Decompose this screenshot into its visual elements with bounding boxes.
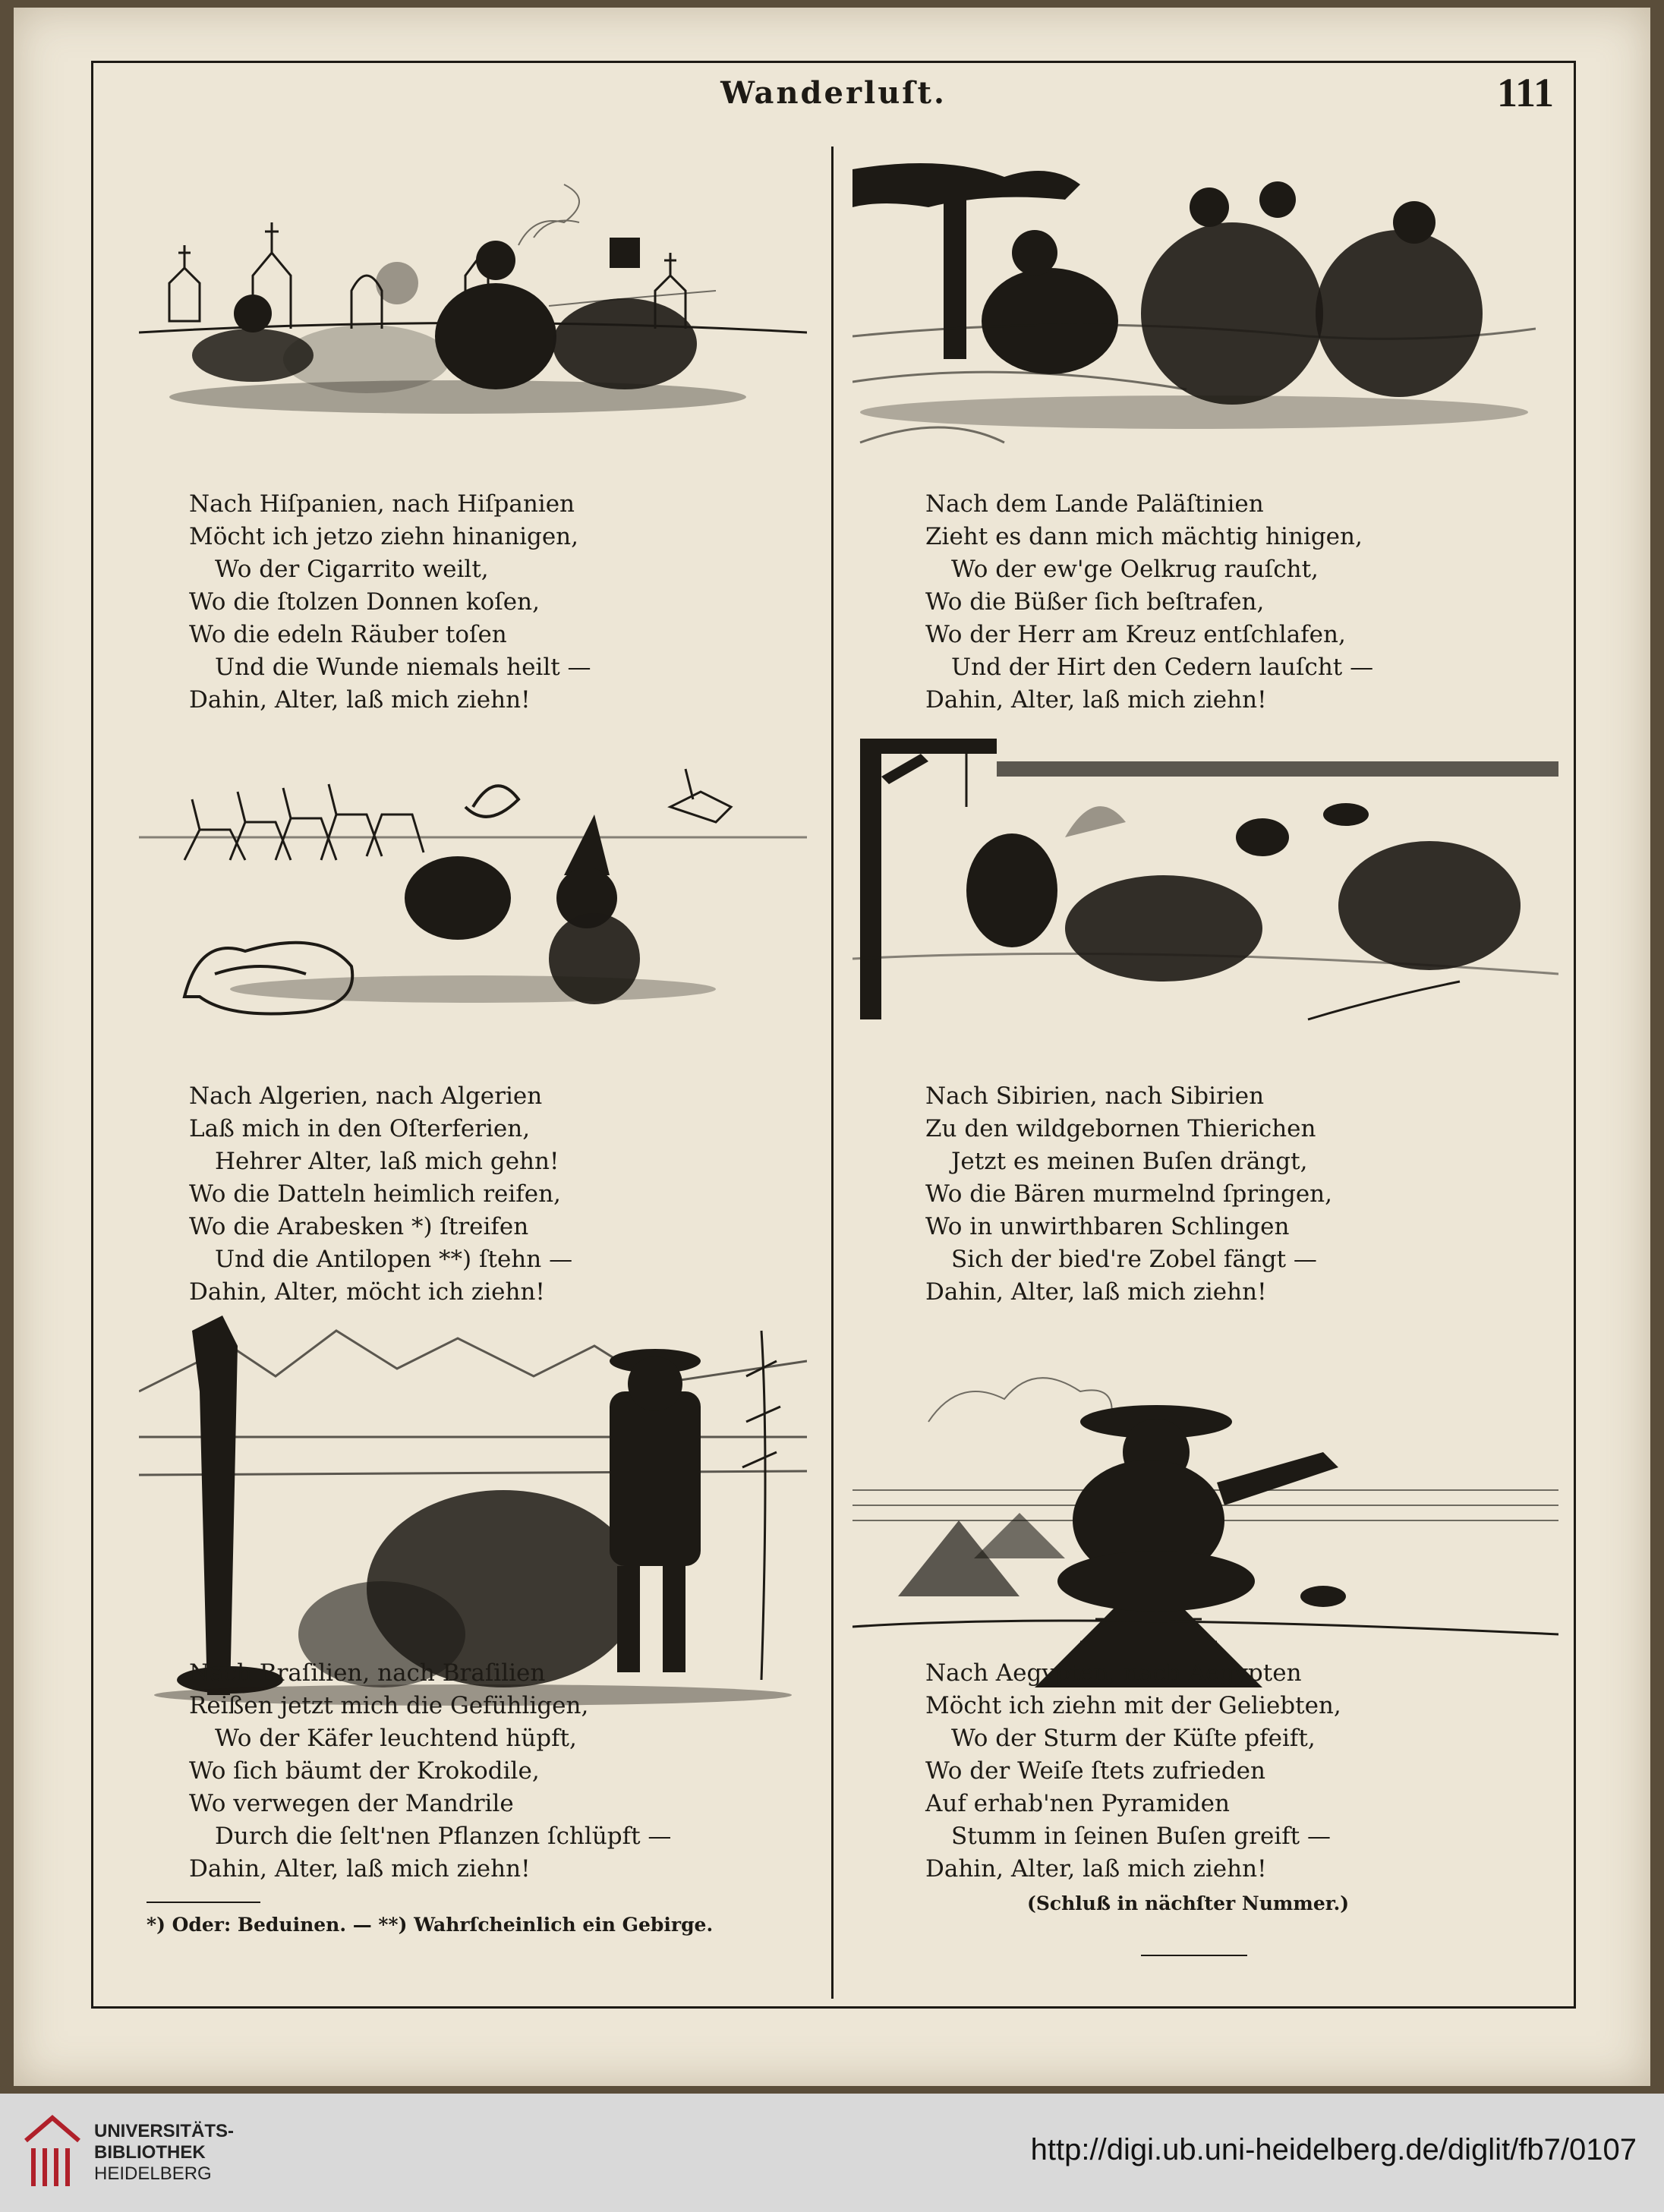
verse-line: Und die Antilopen **) ſtehn — — [215, 1246, 573, 1273]
verse-line: Durch die ſelt'nen Pflanzen ſchlüpft — — [215, 1823, 672, 1850]
stanza-egypt — [925, 1657, 1341, 1886]
verse-line: Wo der Cigarrito weilt, — [215, 556, 489, 583]
verse-line: Jetzt es meinen Buſen drängt, — [951, 1148, 1308, 1175]
end-rule — [1141, 1955, 1247, 1956]
verse-line: Dahin, Alter, laß mich ziehn! — [925, 1278, 1267, 1306]
verse-line: Nach dem Lande Paläſtinien — [925, 490, 1264, 518]
verse-line: Zieht es dann mich mächtig hinigen, — [925, 523, 1363, 550]
verse-line: Stumm in ſeinen Buſen greift — — [951, 1823, 1331, 1850]
verse-line: Möcht ich ziehn mit der Geliebten, — [925, 1692, 1341, 1719]
illustration-siberia-drawing — [852, 731, 1558, 1035]
illustration-brazil — [139, 1300, 807, 1710]
illustration-siberia — [852, 731, 1558, 1035]
illustration-egypt-drawing — [852, 1308, 1558, 1695]
library-name — [94, 2121, 234, 2185]
page-title: Wanderluſt. — [720, 75, 947, 111]
library-name-line2: BIBLIOTHEK — [94, 2142, 206, 2163]
footnotes: *) Oder: Beduinen. — **) Wahrſcheinlich ein Gebirge. — [147, 1914, 714, 1936]
illustration-palestine-drawing — [852, 139, 1536, 458]
page-number: 111 — [1496, 70, 1554, 115]
illustration-spain-drawing — [139, 169, 807, 427]
verse-line: Reißen jetzt mich die Gefühligen, — [189, 1692, 589, 1719]
verse-line: Wo der Herr am Kreuz entſchlafen, — [925, 621, 1346, 648]
library-name-line3: HEIDELBERG — [94, 2163, 212, 2184]
verse-line: Dahin, Alter, laß mich ziehn! — [925, 1855, 1267, 1883]
column-divider — [831, 147, 834, 1999]
verse-line: Wo die Bären murmelnd ſpringen, — [925, 1180, 1333, 1208]
illustration-spain — [139, 169, 807, 427]
verse-line: Wo in unwirthbaren Schlingen — [925, 1213, 1290, 1240]
stanza-algeria — [189, 1080, 572, 1309]
stanza-palestine — [925, 488, 1373, 717]
verse-line: Nach Algerien, nach Algerien — [189, 1082, 543, 1110]
verse-line: Wo die edeln Räuber toſen — [189, 621, 507, 648]
verse-line: Zu den wildgebornen Thierichen — [925, 1115, 1316, 1142]
verse-line: Wo der Sturm der Küſte pfeift, — [951, 1725, 1316, 1752]
document-url-link[interactable]: http://digi.ub.uni-heidelberg.de/diglit/fb7/0107 — [1030, 2133, 1637, 2166]
stanza-brazil — [189, 1657, 671, 1886]
page-frame — [91, 61, 1576, 2009]
verse-line: Wo die ſtolzen Donnen koſen, — [189, 588, 540, 616]
verse-line: Nach Aegypten, nach Aegypten — [925, 1659, 1302, 1687]
verse-line: Wo der Käfer leuchtend hüpft, — [215, 1725, 577, 1752]
verse-line: Wo die Büßer ſich beſtrafen, — [925, 588, 1265, 616]
verse-line: Dahin, Alter, laß mich ziehn! — [925, 686, 1267, 714]
illustration-algeria — [139, 746, 807, 1065]
illustration-brazil-drawing — [139, 1300, 807, 1710]
verse-line: Sich der bied're Zobel fängt — — [951, 1246, 1317, 1273]
verse-line: Wo die Datteln heimlich reifen, — [189, 1180, 561, 1208]
verse-line: Dahin, Alter, laß mich ziehn! — [189, 686, 531, 714]
verse-line: Wo verwegen der Mandrile — [189, 1790, 514, 1817]
illustration-palestine — [852, 139, 1536, 458]
verse-line: Wo der ew'ge Oelkrug rauſcht, — [951, 556, 1319, 583]
verse-line: Laß mich in den Oſterferien, — [189, 1115, 531, 1142]
library-name-line1: UNIVERSITÄTS- — [94, 2121, 235, 2141]
verse-line: Dahin, Alter, möcht ich ziehn! — [189, 1278, 545, 1306]
verse-line: Nach Hiſpanien, nach Hiſpanien — [189, 490, 575, 518]
library-logo-icon[interactable] — [18, 2110, 87, 2194]
verse-line: Wo die Arabesken *) ſtreifen — [189, 1213, 529, 1240]
verse-line: Nach Sibirien, nach Sibirien — [925, 1082, 1265, 1110]
verse-line: Und der Hirt den Cedern lauſcht — — [951, 654, 1374, 681]
verse-line: Und die Wunde niemals heilt — — [215, 654, 591, 681]
footnote-rule — [147, 1902, 260, 1903]
verse-line: Nach Braſilien, nach Braſilien — [189, 1659, 546, 1687]
library-footer — [0, 2094, 1664, 2212]
verse-line: Hehrer Alter, laß mich gehn! — [215, 1148, 559, 1175]
verse-line: Wo ſich bäumt der Krokodile, — [189, 1757, 540, 1785]
stanza-spain — [189, 488, 591, 717]
verse-line: Auf erhab'nen Pyramiden — [925, 1790, 1230, 1817]
stanza-siberia — [925, 1080, 1332, 1309]
continuation-note: (Schluß in nächſter Nummer.) — [1027, 1892, 1350, 1914]
verse-line: Dahin, Alter, laß mich ziehn! — [189, 1855, 531, 1883]
illustration-algeria-drawing — [139, 746, 807, 1065]
page — [14, 8, 1650, 2086]
illustration-egypt — [852, 1308, 1558, 1695]
verse-line: Möcht ich jetzo ziehn hinanigen, — [189, 523, 578, 550]
verse-line: Wo der Weiſe ſtets zufrieden — [925, 1757, 1265, 1785]
